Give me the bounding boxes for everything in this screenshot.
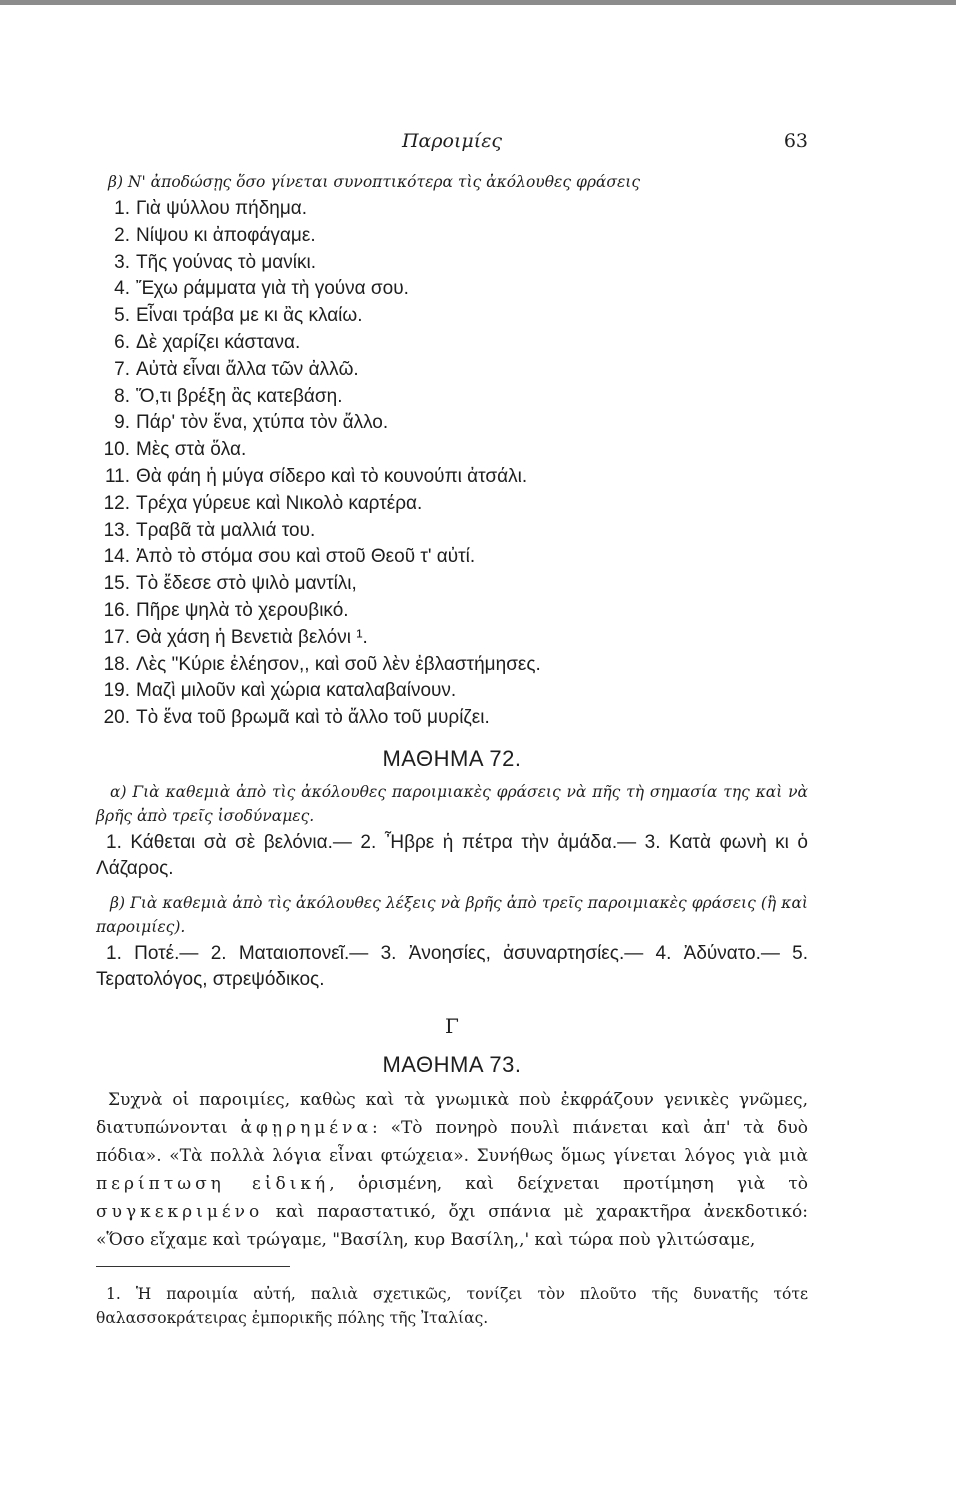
page-number: 63 (783, 130, 808, 152)
lesson-73-paragraph: Συχνὰ οἱ παροιμίες, καθὼς καὶ τὰ γνωμικὰ ποὺ ἐκφράζουν γενικὲς γνῶμες, διατυπώνονται ἀφῃρημένα: «Τὸ πονηρὸ πουλὶ πιάνεται καὶ ἀπ' τὰ δυὸ πόδια». «Τὰ πολλὰ λόγια εἶναι φτώχεια». Συνήθως ὅμως γίνεται λόγος γιὰ μιὰ περίπτωση εἰδική, ὁρισμένη, καὶ δείχνεται προτίμηση γιὰ τὸ συγκεκριμένο καὶ παραστατικό, ὄχι σπάνια μὲ χαρακτῆρα ἀνεκδοτικό: «Ὅσο εἴχαμε καὶ τρώγαμε, "Βασίλη, κυρ Βασίλη,,' καὶ τώρα ποὺ γλιτώσαμε, (96, 1089, 808, 1250)
list-item: 11. Θὰ φάη ἡ μύγα σίδερο καὶ τὸ κουνούπι ἀτσάλι. (104, 465, 528, 487)
section-b-instruction: β) Ν' ἀποδώσῃς ὅσο γίνεται συνοπτικότερα τὶς ἀκόλουθες φράσεις (108, 173, 641, 191)
list-item: 12. Τρέχα γύρευε καὶ Νικολὸ καρτέρα. (103, 492, 423, 514)
spaced-term: συγκεκριμένο (96, 1201, 264, 1222)
proverb-list (96, 196, 808, 732)
list-item: 17. Θὰ χάση ἡ Βενετιὰ βελόνι ¹. (103, 626, 368, 648)
running-head (96, 128, 808, 162)
list-item: 5. Εἶναι τράβα με κι ἂς κλαίω. (114, 305, 363, 327)
list-item: 2. Νίψου κι ἀποφάγαμε. (114, 224, 316, 246)
list-item: 10. Μὲς στὰ ὅλα. (103, 439, 247, 461)
list-item: 15. Τὸ ἔδεσε στὸ ψιλὸ μαντίλι, (103, 573, 357, 595)
lesson-72-instruction-a: α) Γιὰ καθεμιὰ ἀπὸ τὶς ἀκόλουθες παροιμιακὲς φράσεις νὰ πῆς τὴ σημασία της καὶ νὰ βρῆς ἀπὸ τρεῖς ἰσοδύναμες. (96, 782, 808, 825)
list-item: 1. Γιὰ ψύλλου πήδημα. (114, 198, 308, 219)
list-item: 4. Ἔχω ράμματα γιὰ τὴ γούνα σου. (114, 278, 409, 300)
book-page (96, 128, 808, 1346)
list-item: 3. Τῆς γούνας τὸ μανίκι. (114, 251, 316, 273)
list-item: 7. Αὐτὰ εἶναι ἄλλα τῶν ἀλλῶ. (114, 358, 359, 380)
list-item: 6. Δὲ χαρίζει κάστανα. (114, 331, 301, 353)
lesson-72-title: ΜΑΘΗΜΑ 72. (382, 745, 522, 771)
list-item: 18. Λὲς "Κύριε ἐλέησον,, καὶ σοῦ λὲν ἐβλαστήμησες. (103, 653, 541, 675)
spaced-term: ἀφῃρημένα (240, 1117, 372, 1138)
footnote-divider (96, 1266, 290, 1267)
list-item: 13. Τραβᾶ τὰ μαλλιά του. (103, 519, 316, 541)
list-item: 16. Πῆρε ψηλὰ τὸ χερουβικό. (103, 599, 349, 621)
lesson-72-answers-a: 1. Κάθεται σὰ σὲ βελόνια.— 2. Ἦβρε ἡ πέτρα τὴν ἀμάδα.— 3. Κατὰ φωνὴ κι ὁ Λάζαρος. (96, 831, 808, 880)
list-item: 20. Τὸ ἕνα τοῦ βρωμᾶ καὶ τὸ ἄλλο τοῦ μυρίζει. (103, 707, 490, 729)
spaced-term: περίπτωση εἰδική (96, 1173, 330, 1194)
section-gamma-heading: Γ (445, 1013, 459, 1038)
page-header-title: Παροιμίες (401, 130, 503, 152)
lesson-72-instruction-b: β) Γιὰ καθεμιὰ ἀπὸ τὶς ἀκόλουθες λέξεις νὰ βρῆς ἀπὸ τρεῖς παροιμιακὲς φράσεις (ἢ καὶ παροιμίες). (96, 893, 808, 936)
lesson-73-title: ΜΑΘΗΜΑ 73. (382, 1051, 522, 1077)
list-item: 14. Ἀπὸ τὸ στόμα σου καὶ στοῦ Θεοῦ τ' αὐτί. (103, 546, 476, 568)
footnote: 1. Ἡ παροιμία αὐτή, παλιὰ σχετικῶς, τονίζει τὸν πλοῦτο τῆς δυνατῆς τότε θαλασσοκράτειρας ἐμπορικῆς πόλης τῆς Ἰταλίας. (96, 1285, 808, 1328)
list-item: 19. Μαζὶ μιλοῦν καὶ χώρια καταλαβαίνουν. (103, 680, 457, 702)
lesson-72-answers-b: 1. Ποτέ.— 2. Ματαιοπονεῖ.— 3. Ἀνοησίες, ἀσυναρτησίες.— 4. Ἀδύνατο.— 5. Τερατολόγος, στρεψόδικος. (96, 942, 808, 991)
list-item: 8. Ὅ,τι βρέξη ἂς κατεβάση. (114, 385, 343, 407)
list-item: 9. Πάρ' τὸν ἕνα, χτύπα τὸν ἄλλο. (114, 412, 389, 434)
scan-top-edge (0, 0, 956, 5)
